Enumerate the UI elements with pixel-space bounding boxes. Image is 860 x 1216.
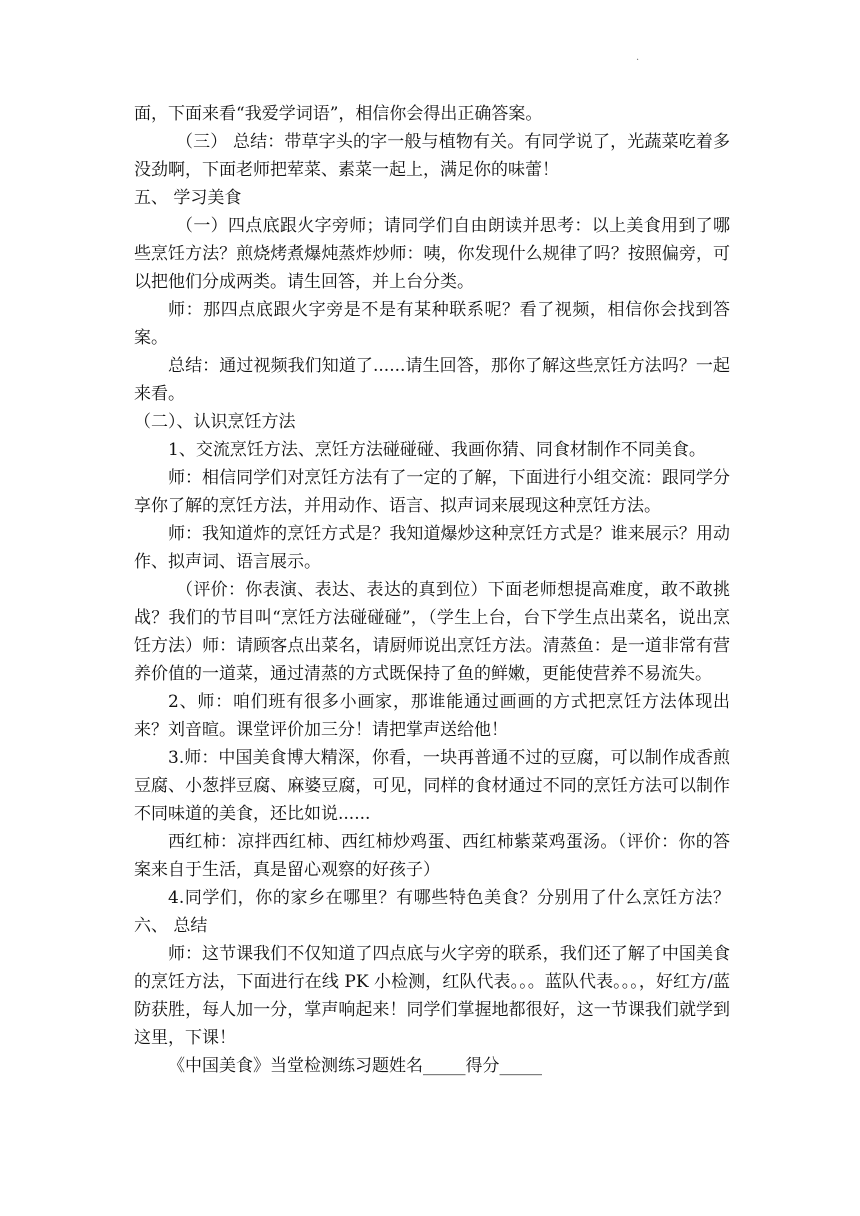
page-mark: ·: [636, 55, 640, 66]
paragraph: 师：这节课我们不仅知道了四点底与火字旁的联系，我们还了解了中国美食的烹饪方法，下面进行在线 PK 小检测，红队代表。。。蓝队代表。。。，好红方/蓝防获胜，每人加一分，掌声响起来！同学们掌握地都很好，这一节课我们就学到这里，下课！: [134, 944, 730, 1048]
paragraph: 4.同学们，你的家乡在哪里？有哪些特色美食？分别用了什么烹饪方法？六、 总结: [134, 888, 730, 936]
paragraph: （三） 总结：带草字头的字一般与植物有关。有同学说了，光蔬菜吃着多没劲啊，下面老师把荤菜、素菜一起上，满足你的味蕾！: [134, 132, 730, 180]
paragraph: 面，下面来看“我爱学词语”，相信你会得出正确答案。: [134, 104, 543, 124]
paragraph: 1、交流烹饪方法、烹饪方法碰碰碰、我画你猜、同食材制作不同美食。: [168, 440, 706, 460]
paragraph: （一）四点底跟火字旁师；请同学们自由朗读并思考：以上美食用到了哪些烹饪方法？煎烧烤煮爆炖蒸炸炒师：咦，你发现什么规律了吗？按照偏旁，可以把他们分成两类。请生回答，并上台分类。: [134, 216, 730, 292]
paragraph: 2、师：咱们班有很多小画家，那谁能通过画画的方式把烹饪方法体现出来？刘音暄。课堂评价加三分！请把掌声送给他！: [134, 692, 730, 740]
document-body: [134, 100, 730, 1080]
paragraph: 师：我知道炸的烹饪方式是？我知道爆炒这种烹饪方式是？谁来展示？用动作、拟声词、语言展示。: [134, 524, 730, 572]
paragraph: 西红柿：凉拌西红柿、西红柿炒鸡蛋、西红柿紫菜鸡蛋汤。（评价：你的答案来自于生活，真是留心观察的好孩子）: [134, 832, 730, 880]
quiz-title-line: 《中国美食》当堂检测练习题姓名_____得分_____: [168, 1056, 542, 1076]
subsection-heading: （二）、认识烹饪方法: [134, 412, 296, 432]
paragraph: （评价：你表演、表达、表达的真到位）下面老师想提高难度，敢不敢挑战？我们的节目叫“烹饪方法碰碰碰”，（学生上台，台下学生点出菜名，说出烹饪方法）师：请顾客点出菜名，请厨师说出烹饪方法。清蒸鱼：是一道非常有营养价值的一道菜，通过清蒸的方式既保持了鱼的鲜嫩，更能使营养不易流失。: [134, 580, 730, 684]
section-heading: 五、 学习美食: [134, 188, 242, 208]
paragraph: 师：相信同学们对烹饪方法有了一定的了解，下面进行小组交流：跟同学分享你了解的烹饪方法，并用动作、语言、拟声词来展现这种烹饪方法。: [134, 468, 730, 516]
paragraph: 3.师：中国美食博大精深，你看，一块再普通不过的豆腐，可以制作成香煎豆腐、小葱拌豆腐、麻婆豆腐，可见，同样的食材通过不同的烹饪方法可以制作不同味道的美食，还比如说......: [134, 748, 730, 824]
paragraph: 总结：通过视频我们知道了......请生回答，那你了解这些烹饪方法吗？一起来看。: [134, 356, 730, 404]
paragraph: 师：那四点底跟火字旁是不是有某种联系呢？看了视频，相信你会找到答案。: [134, 300, 730, 348]
